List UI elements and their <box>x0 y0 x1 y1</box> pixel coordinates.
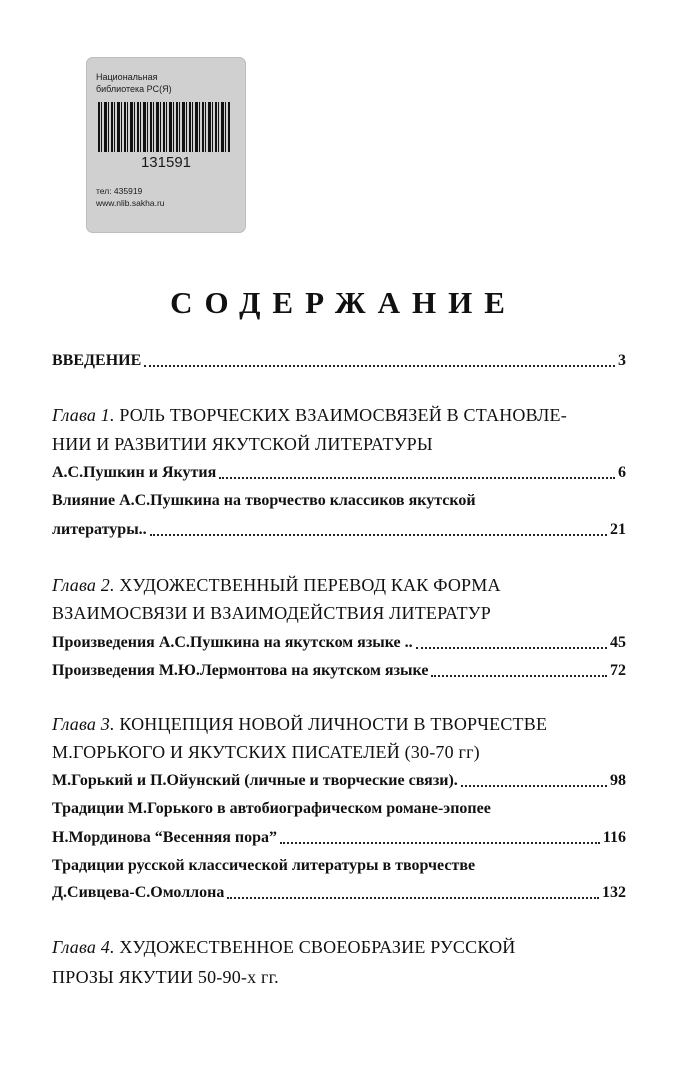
chapter-3-title-cont: М.ГОРЬКОГО И ЯКУТСКИХ ПИСАТЕЛЕЙ (30-70 гг) <box>52 742 480 762</box>
toc-entry-text: Н.Мординова “Весенняя пора” <box>52 829 278 846</box>
library-sticker <box>86 57 246 233</box>
library-name-line1: Национальная <box>96 72 158 82</box>
leader-dots <box>219 476 615 479</box>
toc-page-number: 132 <box>602 884 626 901</box>
toc-page-number: 98 <box>610 772 626 789</box>
page-title: СОДЕРЖАНИЕ <box>170 285 517 320</box>
toc-page-number: 116 <box>602 829 626 846</box>
toc-entry <box>52 770 626 792</box>
toc-entry-text: Д.Сивцева-С.Омоллона <box>52 884 225 901</box>
toc-entry-text-line1: Традиции М.Горького в автобиографическом романе-эпопее <box>52 800 491 817</box>
library-phone: тел: 435919 <box>96 186 143 196</box>
toc-page-number: 3 <box>618 352 626 369</box>
toc-entry-text: литературы.. <box>52 521 147 538</box>
library-website: www.nlib.sakha.ru <box>96 198 165 208</box>
inventory-number: 131591 <box>140 154 192 171</box>
chapter-label: Глава 1. <box>52 405 115 425</box>
toc-page-number: 6 <box>618 464 626 481</box>
toc-entry <box>52 632 626 654</box>
leader-dots <box>461 784 607 787</box>
chapter-label: Глава 4. <box>52 937 115 957</box>
chapter-3-title <box>52 712 626 736</box>
toc-entry-text: Произведения М.Ю.Лермонтова на якутском языке <box>52 662 429 679</box>
toc-entry-text: А.С.Пушкин и Якутия <box>52 464 217 481</box>
leader-dots <box>431 674 607 677</box>
toc-entry <box>52 519 626 541</box>
barcode-icon <box>98 102 230 152</box>
leader-dots <box>280 841 600 844</box>
chapter-title-line1: ХУДОЖЕСТВЕННЫЙ ПЕРЕВОД КАК ФОРМА <box>119 575 501 595</box>
toc-entry <box>52 660 626 682</box>
library-name <box>96 71 172 95</box>
toc-page-number: 72 <box>610 662 626 679</box>
chapter-1-title-cont: НИИ И РАЗВИТИИ ЯКУТСКОЙ ЛИТЕРАТУРЫ <box>52 434 433 454</box>
leader-dots <box>150 533 607 536</box>
toc-entry <box>52 882 626 904</box>
toc-entry <box>52 827 626 849</box>
toc-entry-intro <box>52 350 626 372</box>
toc-page-number: 45 <box>610 634 626 651</box>
toc-entry-text: М.Горький и П.Ойунский (личные и творческие связи). <box>52 772 458 789</box>
toc-entry-text: ВВЕДЕНИЕ <box>52 352 142 369</box>
chapter-title-line1: РОЛЬ ТВОРЧЕСКИХ ВЗАИМОСВЯЗЕЙ В СТАНОВЛЕ- <box>119 405 567 425</box>
toc-entry-text: Произведения А.С.Пушкина на якутском языке .. <box>52 634 413 651</box>
chapter-title-line1: КОНЦЕПЦИЯ НОВОЙ ЛИЧНОСТИ В ТВОРЧЕСТВЕ <box>119 714 548 734</box>
chapter-title-line1: ХУДОЖЕСТВЕННОЕ СВОЕОБРАЗИЕ РУССКОЙ <box>119 937 516 957</box>
chapter-label: Глава 3. <box>52 714 115 734</box>
library-name-line2: библиотека РС(Я) <box>96 84 172 94</box>
chapter-2-title-cont: ВЗАИМОСВЯЗИ И ВЗАИМОДЕЙСТВИЯ ЛИТЕРАТУР <box>52 603 491 623</box>
toc-entry-text-line1: Влияние А.С.Пушкина на творчество классиков якутской <box>52 492 476 509</box>
leader-dots <box>144 364 615 367</box>
toc-entry <box>52 462 626 484</box>
chapter-1-title <box>52 403 626 427</box>
chapter-2-title <box>52 573 626 597</box>
chapter-4-title <box>52 935 626 959</box>
library-contacts <box>96 185 165 209</box>
toc-page-number: 21 <box>610 521 626 538</box>
toc-entry-text-line1: Традиции русской классической литературы в творчестве <box>52 857 476 874</box>
leader-dots <box>416 646 607 649</box>
chapter-label: Глава 2. <box>52 575 115 595</box>
chapter-4-title-cont: ПРОЗЫ ЯКУТИИ 50-90-х гг. <box>52 967 279 987</box>
leader-dots <box>227 896 599 899</box>
